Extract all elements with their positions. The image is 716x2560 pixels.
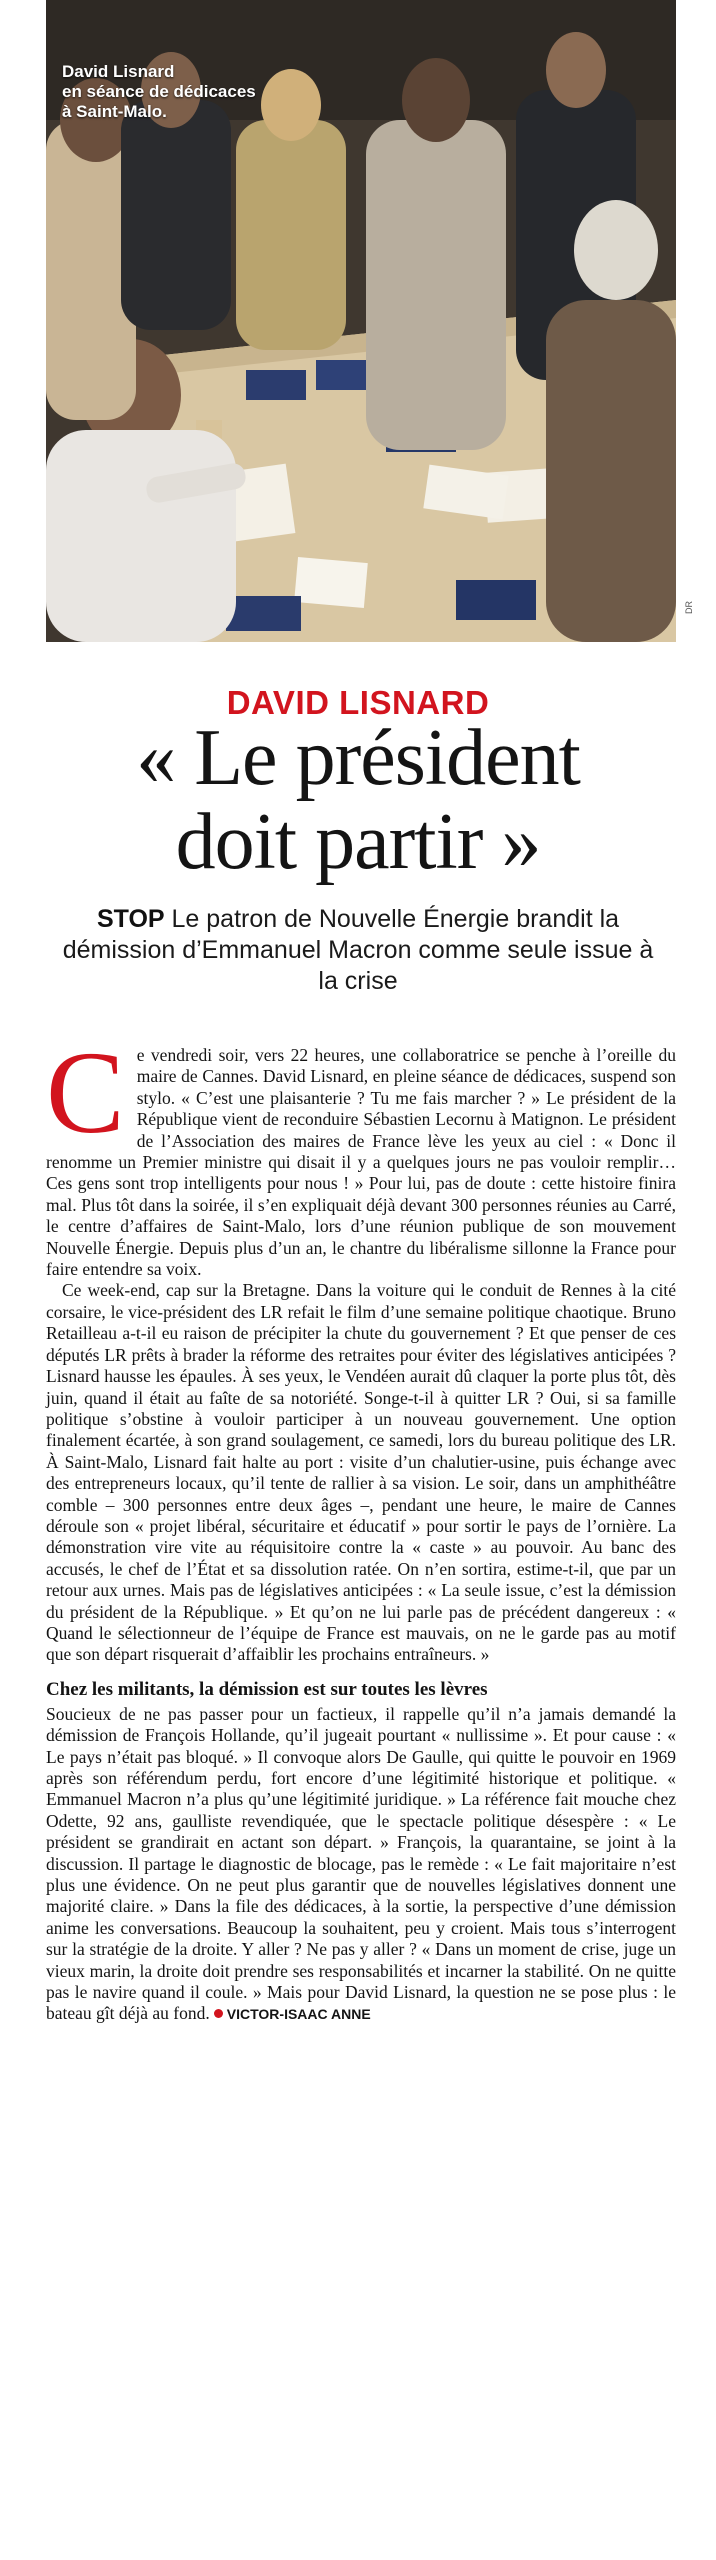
- photo-caption: David Lisnard en séance de dédicaces à Saint-Malo.: [62, 62, 256, 121]
- author-signature: VICTOR-ISAAC ANNE: [226, 2006, 371, 2023]
- article-headline: [0, 716, 716, 884]
- headline-line-2: doit partir »: [175, 798, 541, 886]
- headline-line-1: « Le président: [136, 714, 580, 802]
- article-body: [46, 1027, 676, 2026]
- deck-text: Le patron de Nouvelle Énergie brandit la démission d’Emmanuel Macron comme seule issue à la crise: [62, 905, 654, 995]
- article-kicker: DAVID LISNARD: [226, 684, 490, 721]
- paragraph-3: [46, 1704, 676, 2026]
- article-deck: [60, 904, 656, 997]
- drop-cap: C: [46, 1027, 125, 1158]
- signature-bullet-icon: [214, 2009, 223, 2018]
- deck-lead: STOP: [96, 905, 165, 933]
- photo-credit: DR: [684, 601, 694, 614]
- paragraph-2: Ce week-end, cap sur la Bretagne. Dans la voiture qui le conduit de Rennes à la cité corsaire, le vice-président des LR refait le film d’une semaine politique chaotique. Bruno Retailleau a-t-il eu raison de précipiter la chute du gouvernement ? Et que penser de ces députés LR prêts à brader la réforme des retraites pour éviter des législatives anticipées ? Lisnard hausse les épaules. À ses yeux, le Vendéen aurait dû claquer la porte plus tôt, dès juin, quand il était au faîte de sa notoriété. Songe-t-il à quitter LR ? Oui, si sa famille politique s’obstine à vouloir participer à un nouveau gouvernement. Une option finalement écartée, à son grand soulagement, ce samedi, lors du bureau politique des LR. À Saint-Malo, Lisnard fait halte au port : visite d’un chalutier-usine, puis échange avec des entrepreneurs locaux, qu’il tente de rallier à sa vision. Le soir, dans un amphithéâtre comble – 300 personnes entre deux âges –, pendant une heure, le maire de Cannes déroule son « projet libéral, sécuritaire et éducatif » pour sortir le pays de l’ornière. La démonstration vire vite au réquisitoire contre la « caste » au pouvoir. Au banc des accusés, le chef de l’État et sa dissolution ratée. On n’en sortira, estime-t-il, que par un retour aux urnes. Mais pas de législatives anticipées : « La seule issue, c’est la démission du président de la République. » Et qu’on ne lui parle pas de précédent dangereux : « Quand le sélectionneur de l’équipe de France est mauvais, on ne le garde pas au motif que son départ risquerait d’affaiblir les prochains entraîneurs. »: [46, 1280, 676, 1665]
- article-photo: [46, 0, 676, 642]
- article-subhead: Chez les militants, la démission est sur toutes les lèvres: [46, 1678, 488, 1700]
- paragraph-1: e vendredi soir, vers 22 heures, une collaboratrice se penche à l’oreille du maire de Cannes. David Lisnard, en pleine séance de dédicaces, suspend son stylo. « C’est une plaisanterie ? Tu me fais marcher ? » Le président de la République vient de reconduire Sébastien Lecornu à Matignon. Le président de l’Association des maires de France lève les yeux au ciel : « Donc il renomme un Premier ministre qui disait il y a quelques jours ne pas vouloir remplir… Ces gens sont trop intelligents pour nous ! » Pour lui, pas de doute : cette histoire finira mal. Plus tôt dans la soirée, il s’en expliquait déjà devant 300 personnes réunies au Carré, le centre d’affaires de Saint-Malo, lors d’une réunion publique de son mouvement Nouvelle Énergie. Depuis plus d’un an, le chantre du libéralisme sillonne la France pour faire entendre sa voix.: [46, 1045, 676, 1280]
- paragraph-3-text: Soucieux de ne pas passer pour un factieux, il rappelle qu’il n’a jamais demandé la démission de François Hollande, qu’il jugeait pourtant « nullissime ». Et pour cause : « Le pays n’était pas bloqué. » Il convoque alors De Gaulle, qui quitte le pouvoir en 1969 après son référendum perdu, fort encore d’une légitimité historique et politique. « Emmanuel Macron n’a plus qu’une légitimité juridique. » La référence fait mouche chez Odette, 92 ans, gaulliste revendiquée, que le spectacle politique désespère : « Le président se grandirait en actant son départ. » François, la quarantaine, se joint à la discussion. Il partage le diagnostic de blocage, pas le remède : « Le fait majoritaire n’est plus une évidence. On ne peut plus garantir que de nouvelles législatives donnent une majorité claire. » Dans la file des dédicaces, à la sortie, la perspective d’une démission anime les conversations. Beaucoup la souhaitent, peu y croient. Mais tous s’interrogent sur la stratégie de la droite. Y aller ? Ne pas y aller ? « Dans un moment de crise, juge un vieux marin, la droite doit prendre ses responsabilités et incarner la stabilité. On ne quitte pas le navire quand il coule. » Mais pour David Lisnard, la question ne se pose plus : le bateau gît déjà au fond.: [46, 1703, 676, 2024]
